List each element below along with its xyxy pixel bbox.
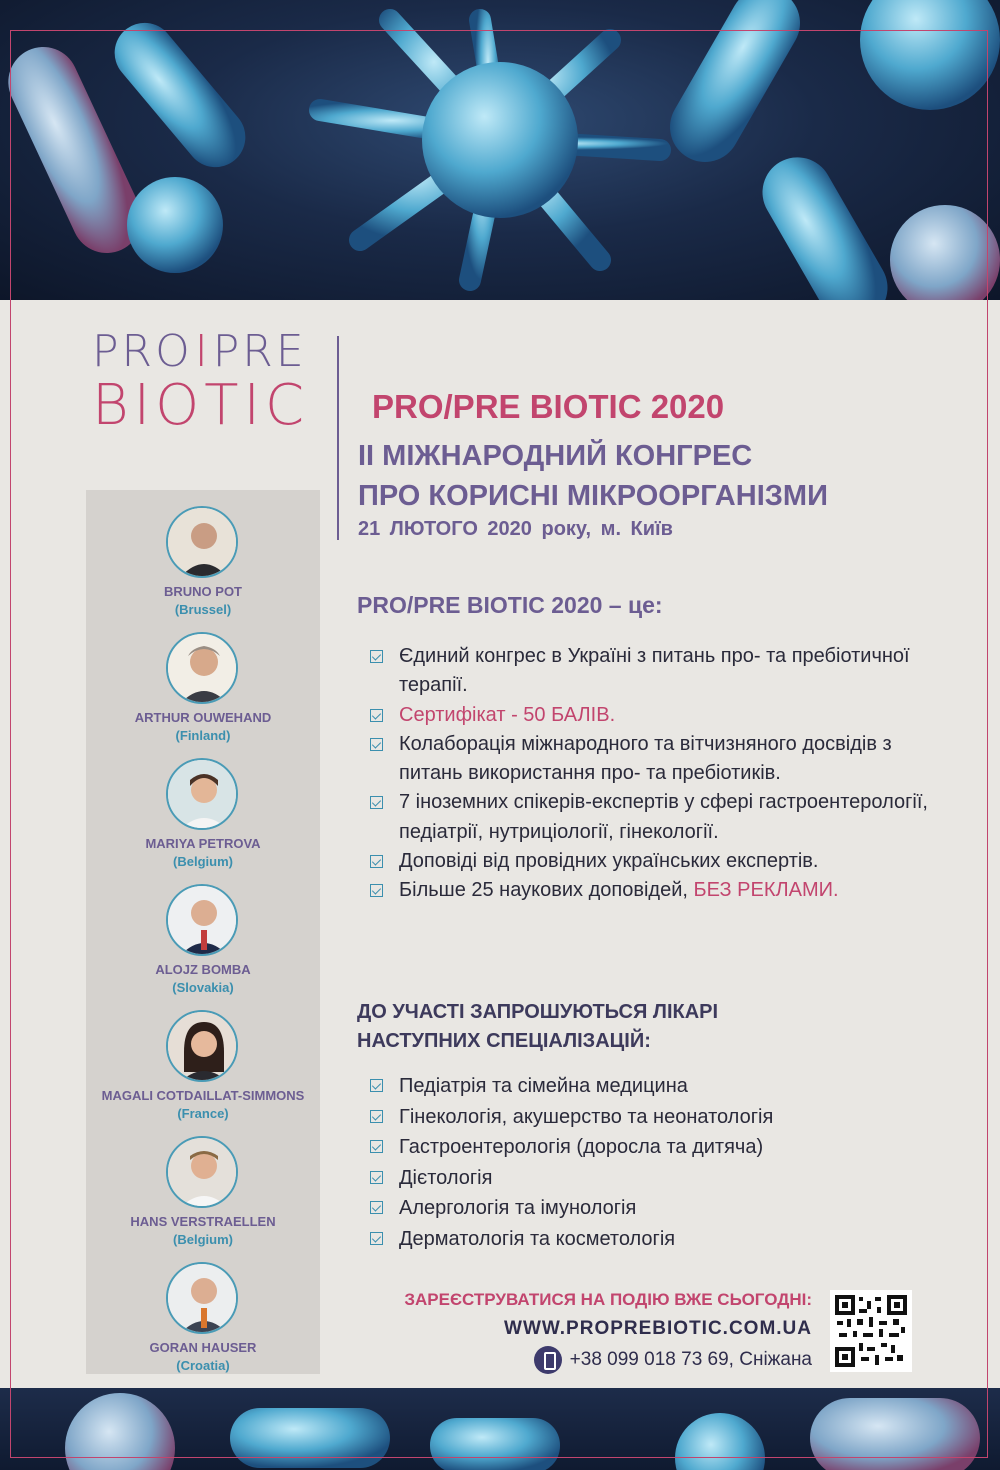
speaker-card	[86, 868, 320, 994]
speaker-name: ARTHUR OUWEHAND	[134, 710, 272, 725]
speaker-location: (Croatia)	[176, 1358, 230, 1373]
speakers-panel	[86, 490, 320, 1374]
list-item	[370, 1132, 930, 1163]
speaker-location: (France)	[177, 1106, 229, 1121]
header-divider	[337, 336, 339, 540]
checkbox-icon	[370, 1110, 383, 1123]
logo-separator: I	[194, 326, 211, 377]
list-item	[370, 1163, 930, 1194]
speaker-photo	[166, 1262, 238, 1334]
specializations-list	[370, 1071, 930, 1254]
list-item-text: Більше 25 наукових доповідей,	[399, 879, 694, 902]
list-item	[370, 701, 930, 730]
congress-title: PRO/PRE BIOTIC 2020	[372, 388, 725, 425]
list-item	[370, 730, 930, 789]
speaker-name: HANS VERSTRAELLEN	[130, 1214, 276, 1229]
logo-pro: PRO	[92, 326, 193, 377]
speaker-card	[86, 994, 320, 1120]
proprebiotic-logo	[92, 326, 310, 438]
list-item	[370, 788, 930, 847]
speaker-photo	[166, 758, 238, 830]
list-item	[370, 1193, 930, 1224]
list-item	[370, 876, 930, 905]
checkbox-icon	[370, 884, 383, 897]
logo-biotic: BIOTIC	[92, 373, 310, 438]
list-item-text: Сертифікат - 50 БАЛІВ.	[399, 703, 616, 726]
speaker-card	[86, 616, 320, 742]
checkbox-icon	[370, 1201, 383, 1214]
speaker-photo	[166, 884, 238, 956]
invitation-heading	[357, 998, 718, 1056]
about-heading: PRO/PRE BIOTIC 2020 – це:	[357, 592, 663, 618]
checkbox-icon	[370, 855, 383, 868]
website-link[interactable]: WWW.PROPREBIOTIC.COM.UA	[504, 1318, 812, 1339]
checkbox-icon	[370, 1171, 383, 1184]
speaker-location: (Brussel)	[174, 602, 232, 617]
speaker-name: MAGALI COTDAILLAT-SIMMONS	[101, 1088, 305, 1103]
invitation-heading-line2: НАСТУПНИХ СПЕЦІАЛІЗАЦІЙ:	[357, 1030, 651, 1052]
footer-microbes-image	[0, 1388, 1000, 1470]
phone-number: +38 099 018 73 69, Сніжана	[569, 1349, 812, 1370]
speaker-location: (Slovakia)	[172, 980, 234, 995]
speaker-name: MARIYA PETROVA	[145, 836, 261, 851]
phone-icon	[534, 1346, 562, 1374]
speaker-location: (Belgium)	[173, 854, 233, 869]
list-item-text: Гінекологія, акушерство та неонатологія	[399, 1105, 774, 1128]
speaker-name: ALOJZ BOMBA	[155, 962, 251, 977]
list-item	[370, 642, 930, 701]
speaker-card	[86, 742, 320, 868]
list-item-text: Гастроентерологія (доросла та дитяча)	[399, 1136, 764, 1158]
checkbox-icon	[370, 650, 383, 663]
speaker-card	[86, 1120, 320, 1246]
checkbox-icon	[370, 709, 383, 722]
checkbox-icon	[370, 1079, 383, 1092]
about-list	[370, 642, 930, 906]
logo-pre: PRE	[212, 326, 307, 377]
checkbox-icon	[370, 796, 383, 809]
speaker-photo	[166, 1136, 238, 1208]
checkbox-icon	[370, 738, 383, 751]
speaker-card	[86, 1246, 320, 1372]
speaker-card	[86, 490, 320, 616]
hero-microbes-image	[0, 0, 1000, 300]
congress-subtitle-line1: ІІ МІЖНАРОДНИЙ КОНГРЕС	[358, 440, 753, 472]
qr-code-icon[interactable]	[830, 1290, 912, 1372]
checkbox-icon	[370, 1232, 383, 1245]
speaker-location: (Belgium)	[173, 1232, 233, 1247]
checkbox-icon	[370, 1140, 383, 1153]
list-item-text: 7 іноземних спікерів-експертів у сфері гастроентерології, педіатрії, нутриціології, гінекології.	[399, 791, 928, 843]
list-item	[370, 1071, 930, 1102]
register-call-to-action: ЗАРЕЄСТРУВАТИСЯ НА ПОДІЮ ВЖЕ СЬОГОДНІ:	[404, 1290, 812, 1309]
list-item-text: Дієтологія	[399, 1166, 493, 1189]
phone-contact[interactable]	[534, 1345, 812, 1375]
list-item	[370, 1224, 930, 1255]
list-item-text: Єдиний конгрес в Україні з питань про- та пребіотичної терапії.	[399, 645, 910, 697]
list-item-text: Дерматологія та косметологія	[399, 1227, 676, 1250]
list-item-text: Колаборація міжнародного та вітчизняного досвідів з питань використання про- та пребіотиків.	[399, 732, 892, 785]
speaker-photo	[166, 632, 238, 704]
speaker-location: (Finland)	[175, 728, 231, 743]
congress-subtitle	[358, 436, 828, 516]
speaker-name: BRUNO POT	[164, 584, 242, 599]
list-item	[370, 847, 930, 876]
list-item-text: Педіатрія та сімейна медицина	[399, 1075, 688, 1097]
congress-date: 21 ЛЮТОГО 2020 року, м. Київ	[358, 518, 673, 540]
speaker-name: GORAN HAUSER	[149, 1340, 257, 1355]
speaker-photo	[166, 506, 238, 578]
list-item-text: Доповіді від провідних українських експертів.	[399, 850, 819, 873]
invitation-heading-line1: ДО УЧАСТІ ЗАПРОШУЮТЬСЯ ЛІКАРІ	[357, 1001, 719, 1023]
list-item	[370, 1102, 930, 1133]
congress-subtitle-line2: ПРО КОРИСНІ МІКРООРГАНІЗМИ	[358, 480, 828, 512]
speaker-photo	[166, 1010, 238, 1082]
list-item-text: Алергологія та імунологія	[399, 1197, 637, 1219]
no-ads-highlight: БЕЗ РЕКЛАМИ.	[693, 879, 839, 902]
